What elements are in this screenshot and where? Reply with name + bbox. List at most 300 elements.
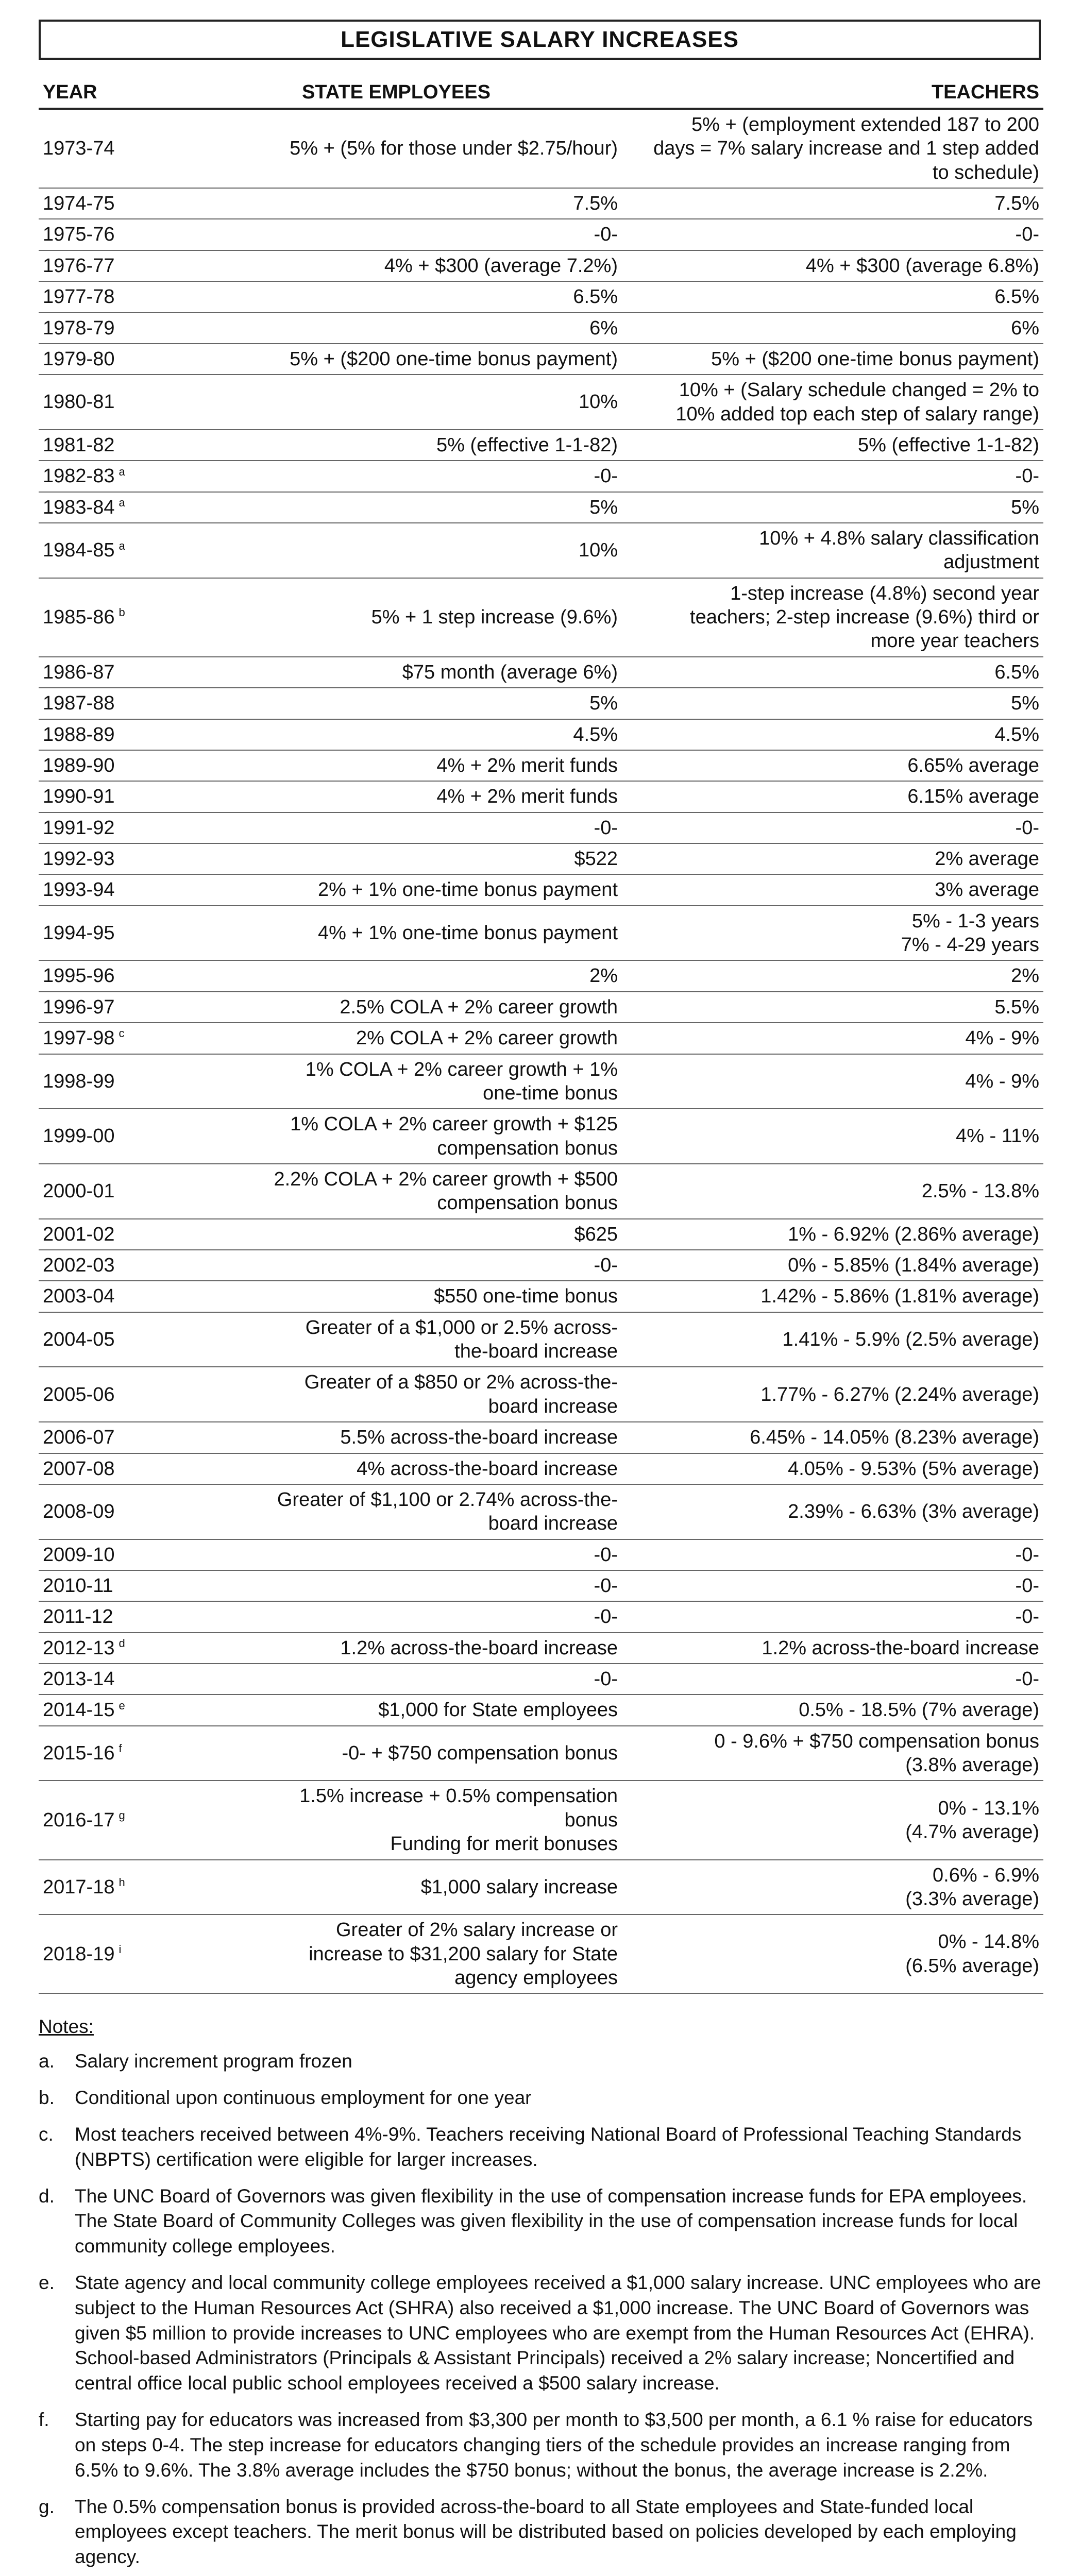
table-header-row <box>39 78 1043 109</box>
state-increase-line: 1% COLA + 2% career growth + $125 <box>290 1113 618 1136</box>
year-cell <box>39 1570 171 1601</box>
table-row <box>39 1726 1043 1781</box>
teacher-increase-line: 5% <box>1011 496 1039 518</box>
table-row <box>39 1164 1043 1219</box>
year-label: 1974-75 <box>43 193 115 215</box>
state-increase-line: 6% <box>589 317 618 339</box>
table-row <box>39 492 1043 523</box>
table-row <box>39 1219 1043 1250</box>
teachers-cell <box>622 461 1043 492</box>
teacher-increase-line: to schedule) <box>932 161 1039 183</box>
table-row <box>39 1860 1043 1915</box>
state-employees-cell <box>171 1664 622 1694</box>
teacher-increase-line: 6.65% average <box>907 754 1039 776</box>
year-cell <box>39 313 171 344</box>
teacher-increase-line: 7.5% <box>994 193 1039 215</box>
note-text: Most teachers received between 4%-9%. Teachers receiving National Board of Professional Teaching Standards (NBPTS) certification were eligible for larger increases. <box>75 2123 1022 2170</box>
year-cell <box>39 1312 171 1367</box>
teachers-cell <box>622 812 1043 843</box>
year-cell <box>39 375 171 430</box>
year-label: 2012-13 <box>43 1637 115 1659</box>
table-row <box>39 430 1043 461</box>
teachers-cell <box>622 1422 1043 1453</box>
state-employees-cell <box>171 1601 622 1632</box>
table-row <box>39 906 1043 961</box>
table-row <box>39 750 1043 781</box>
teacher-increase-line: more year teachers <box>870 630 1039 652</box>
state-increase-line: 2% COLA + 2% career growth <box>356 1027 618 1049</box>
year-cell <box>39 1601 171 1632</box>
state-employees-cell <box>171 992 622 1023</box>
year-label: 2017-18 <box>43 1876 115 1898</box>
year-cell <box>39 843 171 874</box>
year-label: 2009-10 <box>43 1544 115 1566</box>
state-increase-line: 10% <box>578 539 618 562</box>
footnote-marker: d <box>119 1637 125 1650</box>
state-employees-cell <box>171 109 622 188</box>
teachers-cell <box>622 1914 1043 1993</box>
state-employees-cell <box>171 1539 622 1570</box>
state-increase-line: 5% <box>589 692 618 715</box>
state-increase-line: 4% + 2% merit funds <box>436 786 618 808</box>
state-employees-cell <box>171 578 622 657</box>
year-cell <box>39 1484 171 1539</box>
teachers-cell <box>622 523 1043 578</box>
teacher-increase-line: 5% (effective 1-1-82) <box>857 434 1039 456</box>
year-cell <box>39 1250 171 1281</box>
year-label: 1990-91 <box>43 786 115 808</box>
year-label: 2003-04 <box>43 1285 115 1308</box>
note-text: Conditional upon continuous employment for one year <box>75 2087 532 2109</box>
column-header-year: YEAR <box>39 78 171 109</box>
teacher-increase-line: 1.42% - 5.86% (1.81% average) <box>760 1285 1039 1308</box>
table-row <box>39 1484 1043 1539</box>
table-row <box>39 1781 1043 1859</box>
table-row <box>39 1367 1043 1422</box>
teacher-increase-line: 0.6% - 6.9% <box>933 1864 1039 1886</box>
footnote-marker: h <box>119 1876 125 1889</box>
teachers-cell <box>622 492 1043 523</box>
teacher-increase-line: (3.3% average) <box>905 1888 1039 1910</box>
state-increase-line: compensation bonus <box>437 1137 618 1159</box>
page-title: LEGISLATIVE SALARY INCREASES <box>39 20 1041 60</box>
table-row <box>39 688 1043 719</box>
year-cell <box>39 812 171 843</box>
teacher-increase-line: 6.5% <box>994 661 1039 683</box>
notes-heading: Notes: <box>39 2016 94 2038</box>
table-row <box>39 781 1043 812</box>
teacher-increase-line: 6.5% <box>994 286 1039 308</box>
state-employees-cell <box>171 344 622 375</box>
year-cell <box>39 657 171 688</box>
teachers-cell <box>622 719 1043 750</box>
teacher-increase-line: teachers; 2-step increase (9.6%) third or <box>690 606 1039 629</box>
year-label: 1997-98 <box>43 1027 115 1049</box>
notes-list <box>39 2049 1043 2576</box>
table-row <box>39 281 1043 312</box>
table-row <box>39 843 1043 874</box>
teachers-cell <box>622 874 1043 905</box>
state-employees-cell <box>171 219 622 250</box>
state-increase-line: 5% (effective 1-1-82) <box>436 434 618 456</box>
teacher-increase-line: 0.5% - 18.5% (7% average) <box>799 1699 1039 1721</box>
table-row <box>39 109 1043 188</box>
document <box>39 20 1043 2576</box>
table-body <box>39 109 1043 1993</box>
state-employees-cell <box>171 1422 622 1453</box>
teacher-increase-line: 4% - 11% <box>956 1125 1039 1147</box>
year-label: 1988-89 <box>43 723 115 745</box>
table-row <box>39 1664 1043 1694</box>
table-row <box>39 250 1043 281</box>
year-label: 1985-86 <box>43 606 115 629</box>
state-employees-cell <box>171 1281 622 1312</box>
teacher-increase-line: 1-step increase (4.8%) second year <box>730 582 1039 604</box>
state-increase-line: $1,000 salary increase <box>420 1876 618 1898</box>
state-increase-line: -0- <box>594 1255 618 1277</box>
note-letter: b. <box>39 2087 55 2109</box>
state-employees-cell <box>171 906 622 961</box>
state-increase-line: $550 one-time bonus <box>433 1285 618 1308</box>
state-employees-cell <box>171 1312 622 1367</box>
year-cell <box>39 1694 171 1725</box>
note-item <box>39 2049 1043 2074</box>
teacher-increase-line: 6.15% average <box>907 786 1039 808</box>
year-cell <box>39 688 171 719</box>
year-label: 2010-11 <box>43 1574 113 1597</box>
year-label: 2016-17 <box>43 1809 115 1831</box>
state-increase-line: -0- <box>594 1574 618 1597</box>
footnote-marker: a <box>119 465 125 478</box>
year-label: 2005-06 <box>43 1383 115 1405</box>
teachers-cell <box>622 750 1043 781</box>
state-increase-line: 2% + 1% one-time bonus payment <box>318 879 618 901</box>
state-employees-cell <box>171 375 622 430</box>
year-label: 2011-12 <box>43 1606 113 1628</box>
year-label: 1978-79 <box>43 317 115 339</box>
year-label: 1996-97 <box>43 996 115 1018</box>
teachers-cell <box>622 1694 1043 1725</box>
table-row <box>39 1054 1043 1109</box>
teacher-increase-line: -0- <box>1015 224 1039 246</box>
table-row <box>39 219 1043 250</box>
state-employees-cell <box>171 1781 622 1859</box>
state-employees-cell <box>171 1726 622 1781</box>
year-cell <box>39 1781 171 1859</box>
teacher-increase-line: 4% + $300 (average 6.8%) <box>805 255 1039 277</box>
teacher-increase-line: 5% + ($200 one-time bonus payment) <box>711 348 1039 370</box>
table-row <box>39 1633 1043 1664</box>
teachers-cell <box>622 430 1043 461</box>
state-increase-line: compensation bonus <box>437 1192 618 1214</box>
note-letter: d. <box>39 2185 55 2207</box>
teacher-increase-line: 1.41% - 5.9% (2.5% average) <box>782 1328 1039 1350</box>
state-increase-line: -0- + $750 compensation bonus <box>342 1742 618 1764</box>
year-cell <box>39 492 171 523</box>
teachers-cell <box>622 992 1043 1023</box>
year-label: 1999-00 <box>43 1125 115 1147</box>
teacher-increase-line: -0- <box>1015 1544 1039 1566</box>
note-text: The 0.5% compensation bonus is provided across-the-board to all State employees and State-funded local employees except teachers. The merit bonus will be distributed based on policies developed by each employing agency. <box>75 2496 1017 2568</box>
table-row <box>39 719 1043 750</box>
table-row <box>39 1453 1043 1484</box>
state-increase-line: 4% + 1% one-time bonus payment <box>318 922 618 944</box>
note-letter: a. <box>39 2050 55 2072</box>
year-label: 1977-78 <box>43 286 115 308</box>
teachers-cell <box>622 1781 1043 1859</box>
teacher-increase-line: 4% - 9% <box>965 1027 1039 1049</box>
year-cell <box>39 1367 171 1422</box>
state-employees-cell <box>171 874 622 905</box>
table-row <box>39 960 1043 991</box>
state-increase-line: one-time bonus <box>483 1082 618 1104</box>
state-employees-cell <box>171 250 622 281</box>
teacher-increase-line: 2% average <box>935 848 1039 870</box>
year-label: 2002-03 <box>43 1255 115 1277</box>
year-label: 1993-94 <box>43 879 115 901</box>
table-row <box>39 523 1043 578</box>
teachers-cell <box>622 250 1043 281</box>
state-employees-cell <box>171 1694 622 1725</box>
teacher-increase-line: 1.77% - 6.27% (2.24% average) <box>760 1383 1039 1405</box>
table-row <box>39 578 1043 657</box>
state-employees-cell <box>171 1219 622 1250</box>
state-employees-cell <box>171 1164 622 1219</box>
year-label: 2004-05 <box>43 1328 115 1350</box>
year-cell <box>39 1539 171 1570</box>
state-employees-cell <box>171 1250 622 1281</box>
table-row <box>39 1281 1043 1312</box>
teacher-increase-line: -0- <box>1015 1606 1039 1628</box>
teachers-cell <box>622 1453 1043 1484</box>
state-increase-line: agency employees <box>454 1967 618 1989</box>
teacher-increase-line: 10% + (Salary schedule changed = 2% to <box>679 379 1039 401</box>
state-increase-line: 1.5% increase + 0.5% compensation <box>299 1785 618 1807</box>
note-text: State agency and local community college employees received a $1,000 salary increase. UNC employees who are subject to the Human Resources Act (SHRA) also received a $1,000 increase. The UNC Board of Governors was given $5 million to provide increases to UNC employees who are exempt from the Human Resources Act (EHRA). School-based Administrators (Principals & Assistant Principals) received a 2% salary increase; Noncertified and central office local public school employees received a $500 salary increase. <box>75 2272 1041 2394</box>
state-increase-line: Greater of 2% salary increase or <box>335 1919 618 1941</box>
year-label: 1986-87 <box>43 661 115 683</box>
teacher-increase-line: 0% - 13.1% <box>938 1797 1039 1819</box>
table-row <box>39 1109 1043 1164</box>
teacher-increase-line: 6.45% - 14.05% (8.23% average) <box>750 1427 1039 1449</box>
note-item <box>39 2184 1043 2259</box>
teacher-increase-line: (4.7% average) <box>905 1821 1039 1843</box>
table-row <box>39 1694 1043 1725</box>
table-row <box>39 1539 1043 1570</box>
state-increase-line: 5% + (5% for those under $2.75/hour) <box>290 138 618 160</box>
table-row <box>39 461 1043 492</box>
note-letter: f. <box>39 2409 49 2431</box>
table-row <box>39 375 1043 430</box>
year-cell <box>39 1164 171 1219</box>
year-label: 1981-82 <box>43 434 115 456</box>
state-increase-line: increase to $31,200 salary for State <box>309 1943 618 1965</box>
state-increase-line: 4% + 2% merit funds <box>436 754 618 776</box>
state-increase-line: the-board increase <box>454 1341 618 1363</box>
state-employees-cell <box>171 1633 622 1664</box>
year-cell <box>39 960 171 991</box>
state-increase-line: board increase <box>488 1395 618 1417</box>
state-employees-cell <box>171 657 622 688</box>
state-increase-line: 1% COLA + 2% career growth + 1% <box>305 1058 618 1080</box>
state-increase-line: $625 <box>574 1223 618 1245</box>
table-row <box>39 1023 1043 1054</box>
teacher-increase-line: 7% - 4-29 years <box>901 934 1039 956</box>
teacher-increase-line: -0- <box>1015 1574 1039 1597</box>
note-text: Salary increment program frozen <box>75 2050 352 2072</box>
year-cell <box>39 1281 171 1312</box>
year-cell <box>39 1664 171 1694</box>
footnote-marker: g <box>119 1809 125 1822</box>
note-item <box>39 2270 1043 2396</box>
footnote-marker: b <box>119 606 125 619</box>
teachers-cell <box>622 1109 1043 1164</box>
table-row <box>39 1570 1043 1601</box>
teachers-cell <box>622 688 1043 719</box>
year-label: 1991-92 <box>43 817 115 839</box>
teachers-cell <box>622 1633 1043 1664</box>
table-row <box>39 874 1043 905</box>
teachers-cell <box>622 781 1043 812</box>
teacher-increase-line: 2% <box>1011 965 1039 987</box>
teachers-cell <box>622 313 1043 344</box>
teacher-increase-line: days = 7% salary increase and 1 step added <box>653 138 1039 160</box>
state-employees-cell <box>171 461 622 492</box>
teachers-cell <box>622 1726 1043 1781</box>
year-label: 2007-08 <box>43 1458 115 1480</box>
teachers-cell <box>622 578 1043 657</box>
year-cell <box>39 874 171 905</box>
teachers-cell <box>622 281 1043 312</box>
teachers-cell <box>622 1312 1043 1367</box>
year-cell <box>39 250 171 281</box>
state-employees-cell <box>171 1054 622 1109</box>
state-increase-line: -0- <box>594 224 618 246</box>
state-increase-line: -0- <box>594 465 618 487</box>
year-label: 2014-15 <box>43 1699 115 1721</box>
teachers-cell <box>622 188 1043 219</box>
teachers-cell <box>622 1484 1043 1539</box>
state-employees-cell <box>171 188 622 219</box>
year-label: 1980-81 <box>43 391 115 413</box>
year-cell <box>39 1054 171 1109</box>
note-item <box>39 2408 1043 2483</box>
state-increase-line: $1,000 for State employees <box>378 1699 618 1721</box>
state-employees-cell <box>171 1914 622 1993</box>
year-cell <box>39 430 171 461</box>
teacher-increase-line: 5.5% <box>994 996 1039 1018</box>
teachers-cell <box>622 109 1043 188</box>
teachers-cell <box>622 1054 1043 1109</box>
year-cell <box>39 219 171 250</box>
teacher-increase-line: 4.05% - 9.53% (5% average) <box>788 1458 1039 1480</box>
teachers-cell <box>622 219 1043 250</box>
year-label: 2015-16 <box>43 1742 115 1764</box>
teacher-increase-line: 5% <box>1011 692 1039 715</box>
state-employees-cell <box>171 430 622 461</box>
state-increase-line: board increase <box>488 1513 618 1535</box>
footnote-marker: e <box>119 1699 125 1712</box>
table-row <box>39 1601 1043 1632</box>
state-employees-cell <box>171 843 622 874</box>
table-row <box>39 188 1043 219</box>
teacher-increase-line: 10% + 4.8% salary classification <box>759 528 1039 550</box>
table-row <box>39 1422 1043 1453</box>
state-employees-cell <box>171 492 622 523</box>
state-increase-line: 5% + ($200 one-time bonus payment) <box>290 348 618 370</box>
salary-table <box>39 78 1043 1994</box>
state-employees-cell <box>171 523 622 578</box>
teachers-cell <box>622 1164 1043 1219</box>
teachers-cell <box>622 1281 1043 1312</box>
state-increase-line: 7.5% <box>573 193 618 215</box>
column-header-state-employees: STATE EMPLOYEES <box>171 78 622 109</box>
year-cell <box>39 188 171 219</box>
year-cell <box>39 1726 171 1781</box>
state-increase-line: Greater of a $1,000 or 2.5% across- <box>305 1316 618 1338</box>
state-increase-line: 2.5% COLA + 2% career growth <box>340 996 618 1018</box>
teacher-increase-line: 5% + (employment extended 187 to 200 <box>691 114 1039 135</box>
year-label: 2008-09 <box>43 1501 115 1523</box>
teachers-cell <box>622 657 1043 688</box>
note-letter: c. <box>39 2123 54 2145</box>
teacher-increase-line: -0- <box>1015 1668 1039 1690</box>
teacher-increase-line: 2.39% - 6.63% (3% average) <box>788 1501 1039 1523</box>
state-increase-line: 6.5% <box>573 286 618 308</box>
state-employees-cell <box>171 1023 622 1054</box>
table-row <box>39 657 1043 688</box>
year-cell <box>39 719 171 750</box>
state-employees-cell <box>171 781 622 812</box>
year-label: 2018-19 <box>43 1943 115 1965</box>
teachers-cell <box>622 906 1043 961</box>
teacher-increase-line: adjustment <box>943 551 1039 573</box>
note-text: Starting pay for educators was increased from $3,300 per month to $3,500 per month, a 6.1 % raise for educators on steps 0-4. The step increase for educators changing tiers of the schedule provides an increase ranging from 6.5% to 9.6%. The 3.8% average includes the $750 bonus; without the bonus, the average increase is 2.2%. <box>75 2409 1033 2481</box>
year-label: 1992-93 <box>43 848 115 870</box>
year-label: 1982-83 <box>43 465 115 487</box>
teacher-increase-line: 2.5% - 13.8% <box>921 1180 1039 1202</box>
state-employees-cell <box>171 1484 622 1539</box>
state-increase-line: 2% <box>589 965 618 987</box>
state-increase-line: 5.5% across-the-board increase <box>340 1427 618 1449</box>
teacher-increase-line: 0% - 5.85% (1.84% average) <box>788 1255 1039 1277</box>
year-label: 1995-96 <box>43 965 115 987</box>
teacher-increase-line: -0- <box>1015 465 1039 487</box>
state-increase-line: Funding for merit bonuses <box>390 1833 618 1855</box>
state-increase-line: bonus <box>564 1809 618 1831</box>
teacher-increase-line: 4.5% <box>994 723 1039 745</box>
teachers-cell <box>622 1367 1043 1422</box>
footnote-marker: c <box>119 1027 125 1040</box>
teachers-cell <box>622 960 1043 991</box>
year-cell <box>39 281 171 312</box>
teacher-increase-line: (3.8% average) <box>905 1754 1039 1776</box>
teachers-cell <box>622 1860 1043 1915</box>
state-increase-line: 5% <box>589 496 618 518</box>
year-cell <box>39 1219 171 1250</box>
teacher-increase-line: 10% added top each step of salary range) <box>675 403 1039 425</box>
year-label: 1994-95 <box>43 922 115 944</box>
state-employees-cell <box>171 1570 622 1601</box>
teachers-cell <box>622 1570 1043 1601</box>
year-cell <box>39 344 171 375</box>
year-cell <box>39 781 171 812</box>
table-row <box>39 1250 1043 1281</box>
state-increase-line: Greater of $1,100 or 2.74% across-the- <box>277 1488 618 1511</box>
note-letter: g. <box>39 2496 55 2517</box>
year-cell <box>39 906 171 961</box>
table-row <box>39 344 1043 375</box>
